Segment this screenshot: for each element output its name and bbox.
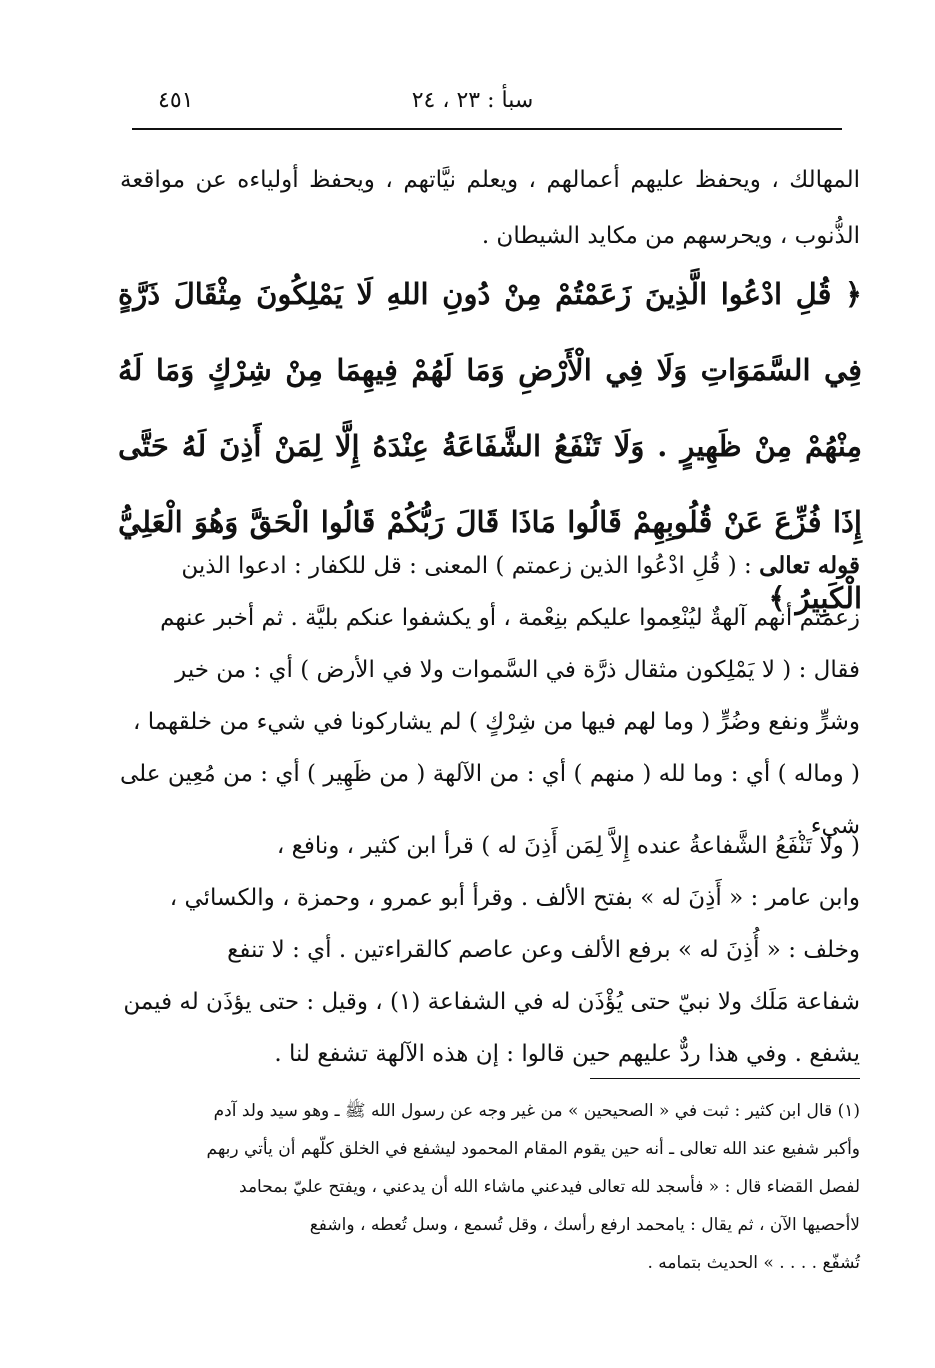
commentary2-line-5: يشفع . وفي هذا ردٌّ عليهم حين قالوا : إن هذه الآلهة تشفع لنا . xyxy=(274,1041,860,1067)
commentary-line-4: وشرٍّ ونفع وضُرٍّ ( وما لهم فيها من شِرْكٍ ) لم يشاركونا في شيء من خلقهما ، xyxy=(133,709,860,735)
commentary-text: : ( قُلِ ادْعُوا الذين زعمتم ) المعنى : قل للكفار : ادعوا الذين xyxy=(181,553,752,579)
commentary-lead: قوله تعالى xyxy=(759,552,860,579)
commentary-paragraph xyxy=(120,540,860,852)
footnote-line: لفصل القضاء قال : « فأسجد لله تعالى فيدعني ماشاء الله أن يدعني ، ويفتح عليّ بمحامد xyxy=(239,1177,860,1197)
page-number: ٤٥١ xyxy=(158,88,194,113)
footnote-line: وأكبر شفيع عند الله تعالى ـ أنه حين يقوم المقام المحمود ليشفع في الخلق كلّهم أن يأتي ربهم xyxy=(206,1139,860,1159)
commentary-line-5: ( وماله ) أي : وما لله ( منهم ) أي : من الآلهة ( من ظَهِير ) أي : من مُعِين على شيء . xyxy=(120,761,860,839)
commentary-line-1 xyxy=(120,540,860,592)
commentary-paragraph-2 xyxy=(120,820,860,1080)
commentary-line-2: زعمتم أنهم آلهةٌ ليُنْعِموا عليكم بنِعْمة ، أو يكشفوا عنكم بليَّة . ثم أخبر عنهم xyxy=(160,605,860,631)
commentary2-line-2: وابن عامر : « أَذِنَ له » بفتح الألف . وقرأ أبو عمرو ، وحمزة ، والكسائي ، xyxy=(169,885,860,911)
commentary2-line-3: وخلف : « أُذِنَ له » برفع الألف وعن عاصم كالقراءتين . أي : لا تنفع xyxy=(227,937,860,963)
intro-paragraph: المهالك ، ويحفظ عليهم أعمالهم ، ويعلم نيَّاتهم ، ويحفظ أولياءه عن مواقعة الذُّنوب ، ويحرسهم من مكايد الشيطان . xyxy=(120,167,860,249)
header-rule xyxy=(132,128,842,130)
footnote-line: لاأحصيها الآن ، ثم يقال : يامحمد ارفع رأسك ، وقل تُسمع ، وسل تُعطه ، واشفع xyxy=(309,1215,860,1235)
footnote-line: (١) قال ابن كثير : ثبت في « الصحيحين » من غير وجه عن رسول الله ﷺ ـ وهو سيد ولد آدم xyxy=(213,1101,860,1121)
footnote-line: تُشفّع . . . . » الحديث بتمامه . xyxy=(647,1253,860,1273)
running-title: سبأ : ٢٣ ، ٢٤ xyxy=(411,88,534,113)
footnote-rule xyxy=(590,1078,860,1079)
commentary2-line-1: ( ولا تَنْفَعُ الشَّفاعةُ عنده إِلاَّ لِمَن أَذِنَ له ) قرأ ابن كثير ، ونافع ، xyxy=(276,833,860,859)
commentary-line-3: فقال : ( لا يَمْلِكون مثقال ذرَّة في السَّموات ولا في الأرض ) أي : من خير xyxy=(175,657,860,683)
page-header xyxy=(140,88,805,122)
commentary2-line-4: شفاعة مَلَك ولا نبيّ حتى يُؤْذَن له في الشفاعة (١) ، وقيل : حتى يؤذَن له فيمن xyxy=(123,989,860,1015)
footnotes xyxy=(120,1092,860,1282)
quran-verse: ﴿ قُلِ ادْعُوا الَّذِينَ زَعَمْتُمْ مِنْ دُونِ اللهِ لَا يَمْلِكُونَ مِثْقَالَ ذَرَّةٍ فِي السَّمَوَاتِ وَلَا فِي الْأَرْضِ وَمَا لَهُمْ فِيهِمَا مِنْ شِرْكٍ وَمَا لَهُ مِنْهُمْ مِنْ ظَهِيرٍ . وَلَا تَنْفَعُ الشَّفَاعَةُ عِنْدَهُ إِلَّا لِمَنْ أَذِنَ لَهُ حَتَّى إِذَا فُزِّعَ عَنْ قُلُوبِهِمْ قَالُوا مَاذَا قَالَ رَبُّكُمْ قَالُوا الْحَقَّ وَهُوَ الْعَلِيُّ الْكَبِيرُ ﴾ xyxy=(118,277,862,615)
